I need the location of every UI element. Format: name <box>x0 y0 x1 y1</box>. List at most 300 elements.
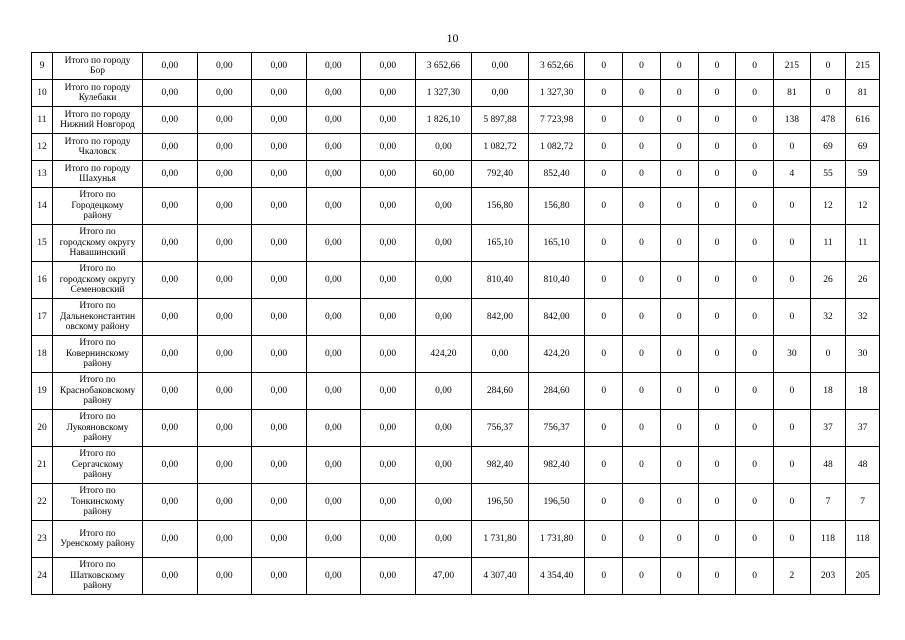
value-cell: 0,00 <box>252 299 307 336</box>
value-cell: 4 307,40 <box>472 558 529 595</box>
value-cell: 0 <box>774 134 811 161</box>
value-cell: 0 <box>660 188 698 225</box>
table-row <box>32 161 880 188</box>
value-cell: 26 <box>846 262 880 299</box>
value-cell: 0 <box>736 80 774 107</box>
territory-name-line: Итого по <box>79 264 116 275</box>
table-row <box>32 336 880 373</box>
value-cell: 0 <box>736 521 774 558</box>
value-cell: 156,80 <box>528 188 585 225</box>
value-cell: 1 731,80 <box>472 521 529 558</box>
value-cell: 0,00 <box>306 336 361 373</box>
value-cell: 0,00 <box>252 188 307 225</box>
value-cell: 478 <box>810 107 846 134</box>
value-cell: 0 <box>660 262 698 299</box>
value-cell: 842,00 <box>528 299 585 336</box>
value-cell: 0 <box>698 107 736 134</box>
value-cell: 842,00 <box>472 299 529 336</box>
territory-name-line: Дальнеконстантин <box>59 311 136 322</box>
territory-name-line: овскому району <box>65 322 130 333</box>
value-cell: 0,00 <box>415 134 472 161</box>
value-cell: 284,60 <box>528 373 585 410</box>
value-cell: 0 <box>623 558 661 595</box>
territory-name <box>52 336 142 373</box>
value-cell: 0 <box>736 107 774 134</box>
value-cell: 0 <box>736 484 774 521</box>
value-cell: 0 <box>623 447 661 484</box>
value-cell: 0,00 <box>361 299 416 336</box>
value-cell: 0 <box>736 53 774 80</box>
totals-table <box>31 52 880 595</box>
value-cell: 0 <box>698 447 736 484</box>
value-cell: 0,00 <box>306 188 361 225</box>
value-cell: 18 <box>810 373 846 410</box>
territory-name <box>52 134 142 161</box>
territory-name-line: району <box>83 581 112 592</box>
value-cell: 0,00 <box>361 447 416 484</box>
value-cell: 0 <box>585 161 623 188</box>
territory-name-line: Итого по <box>79 412 116 423</box>
value-cell: 0,00 <box>252 134 307 161</box>
value-cell: 12 <box>846 188 880 225</box>
value-cell: 32 <box>846 299 880 336</box>
value-cell: 0 <box>660 521 698 558</box>
value-cell: 1 731,80 <box>528 521 585 558</box>
value-cell: 0 <box>736 558 774 595</box>
value-cell: 0 <box>623 299 661 336</box>
value-cell: 0 <box>698 373 736 410</box>
value-cell: 69 <box>810 134 846 161</box>
value-cell: 0 <box>774 299 811 336</box>
value-cell: 0 <box>585 410 623 447</box>
value-cell: 0 <box>736 225 774 262</box>
value-cell: 0 <box>736 373 774 410</box>
value-cell: 0,00 <box>252 53 307 80</box>
value-cell: 60,00 <box>415 161 472 188</box>
territory-name-line: району <box>83 470 112 481</box>
value-cell: 0 <box>585 484 623 521</box>
value-cell: 0,00 <box>143 188 198 225</box>
value-cell: 0 <box>698 188 736 225</box>
value-cell: 0,00 <box>197 336 252 373</box>
value-cell: 0,00 <box>197 410 252 447</box>
value-cell: 0,00 <box>361 80 416 107</box>
territory-name-line: Итого по <box>79 528 116 539</box>
value-cell: 0 <box>736 299 774 336</box>
value-cell: 0 <box>810 80 846 107</box>
territory-name-line: району <box>83 359 112 370</box>
row-number: 11 <box>32 107 53 134</box>
territory-name-line: Итого по <box>79 338 116 349</box>
value-cell: 0 <box>623 521 661 558</box>
value-cell: 0 <box>660 484 698 521</box>
value-cell: 3 652,66 <box>415 53 472 80</box>
value-cell: 7 723,98 <box>528 107 585 134</box>
value-cell: 0,00 <box>306 410 361 447</box>
value-cell: 0 <box>623 161 661 188</box>
value-cell: 0 <box>774 447 811 484</box>
value-cell: 0,00 <box>252 521 307 558</box>
territory-name-line: Итого по <box>79 449 116 460</box>
value-cell: 0 <box>698 53 736 80</box>
territory-name <box>52 299 142 336</box>
value-cell: 284,60 <box>472 373 529 410</box>
value-cell: 165,10 <box>528 225 585 262</box>
territory-name-line: Итого по городу <box>64 82 131 93</box>
territory-name-line: Итого по городу <box>64 109 131 120</box>
table-row <box>32 410 880 447</box>
row-number: 10 <box>32 80 53 107</box>
territory-name <box>52 225 142 262</box>
value-cell: 81 <box>846 80 880 107</box>
value-cell: 0,00 <box>252 373 307 410</box>
value-cell: 0 <box>698 521 736 558</box>
value-cell: 4 <box>774 161 811 188</box>
value-cell: 0,00 <box>143 521 198 558</box>
value-cell: 810,40 <box>472 262 529 299</box>
value-cell: 138 <box>774 107 811 134</box>
table-row <box>32 107 880 134</box>
value-cell: 0 <box>660 134 698 161</box>
value-cell: 12 <box>810 188 846 225</box>
value-cell: 0 <box>623 373 661 410</box>
value-cell: 0,00 <box>197 521 252 558</box>
value-cell: 1 826,10 <box>415 107 472 134</box>
territory-name-line: Нижний Новгород <box>60 120 135 130</box>
value-cell: 0,00 <box>306 53 361 80</box>
territory-name <box>52 373 142 410</box>
value-cell: 37 <box>846 410 880 447</box>
territory-name-line: Шатковскому <box>70 570 125 581</box>
row-number: 17 <box>32 299 53 336</box>
territory-name <box>52 410 142 447</box>
value-cell: 0,00 <box>361 225 416 262</box>
value-cell: 165,10 <box>472 225 529 262</box>
value-cell: 0,00 <box>143 336 198 373</box>
value-cell: 0 <box>660 225 698 262</box>
value-cell: 0 <box>736 161 774 188</box>
value-cell: 215 <box>774 53 811 80</box>
value-cell: 0 <box>736 134 774 161</box>
territory-name-line: Бор <box>90 66 105 76</box>
value-cell: 0,00 <box>252 161 307 188</box>
value-cell: 0,00 <box>143 80 198 107</box>
value-cell: 0,00 <box>143 53 198 80</box>
value-cell: 0 <box>585 262 623 299</box>
value-cell: 0,00 <box>197 107 252 134</box>
value-cell: 0,00 <box>252 558 307 595</box>
value-cell: 196,50 <box>528 484 585 521</box>
row-number: 19 <box>32 373 53 410</box>
territory-name <box>52 262 142 299</box>
value-cell: 0,00 <box>415 410 472 447</box>
row-number: 13 <box>32 161 53 188</box>
table-row <box>32 521 880 558</box>
table-row <box>32 299 880 336</box>
value-cell: 0,00 <box>252 410 307 447</box>
value-cell: 156,80 <box>472 188 529 225</box>
value-cell: 0,00 <box>306 107 361 134</box>
value-cell: 424,20 <box>415 336 472 373</box>
value-cell: 0 <box>698 336 736 373</box>
table-row <box>32 558 880 595</box>
value-cell: 0 <box>736 336 774 373</box>
territory-name-line: району <box>83 507 112 518</box>
territory-name <box>52 521 142 558</box>
value-cell: 0,00 <box>472 53 529 80</box>
value-cell: 0,00 <box>472 80 529 107</box>
value-cell: 203 <box>810 558 846 595</box>
value-cell: 11 <box>846 225 880 262</box>
value-cell: 0,00 <box>197 225 252 262</box>
value-cell: 0 <box>660 336 698 373</box>
value-cell: 0,00 <box>306 521 361 558</box>
table-row <box>32 53 880 80</box>
value-cell: 0 <box>660 410 698 447</box>
value-cell: 616 <box>846 107 880 134</box>
value-cell: 0 <box>774 262 811 299</box>
value-cell: 0,00 <box>361 188 416 225</box>
value-cell: 0,00 <box>143 107 198 134</box>
row-number: 22 <box>32 484 53 521</box>
value-cell: 756,37 <box>472 410 529 447</box>
value-cell: 0 <box>660 53 698 80</box>
value-cell: 0,00 <box>143 410 198 447</box>
value-cell: 0 <box>698 299 736 336</box>
value-cell: 0,00 <box>415 484 472 521</box>
value-cell: 0 <box>623 410 661 447</box>
value-cell: 0,00 <box>143 558 198 595</box>
value-cell: 0,00 <box>415 521 472 558</box>
value-cell: 47,00 <box>415 558 472 595</box>
value-cell: 0,00 <box>197 558 252 595</box>
territory-name-line: Итого по <box>79 486 116 497</box>
value-cell: 0 <box>736 262 774 299</box>
value-cell: 982,40 <box>472 447 529 484</box>
value-cell: 0 <box>660 558 698 595</box>
value-cell: 118 <box>846 521 880 558</box>
value-cell: 30 <box>774 336 811 373</box>
value-cell: 0 <box>774 188 811 225</box>
table-row <box>32 188 880 225</box>
value-cell: 48 <box>846 447 880 484</box>
value-cell: 0,00 <box>252 225 307 262</box>
table-row <box>32 225 880 262</box>
value-cell: 1 082,72 <box>472 134 529 161</box>
value-cell: 0,00 <box>361 161 416 188</box>
value-cell: 0,00 <box>415 447 472 484</box>
value-cell: 30 <box>846 336 880 373</box>
territory-name-line: Итого по <box>79 227 116 238</box>
value-cell: 59 <box>846 161 880 188</box>
territory-name-line: Чкаловск <box>78 147 117 157</box>
territory-name <box>52 53 142 80</box>
value-cell: 0 <box>585 336 623 373</box>
territory-name-line: Тонкинскому <box>70 496 125 507</box>
table-row <box>32 80 880 107</box>
value-cell: 0 <box>774 225 811 262</box>
value-cell: 0,00 <box>361 107 416 134</box>
value-cell: 0 <box>585 53 623 80</box>
territory-name-line: району <box>83 433 112 444</box>
value-cell: 0 <box>585 107 623 134</box>
value-cell: 982,40 <box>528 447 585 484</box>
value-cell: 0,00 <box>197 188 252 225</box>
value-cell: 0,00 <box>306 262 361 299</box>
value-cell: 0,00 <box>361 262 416 299</box>
table-row <box>32 484 880 521</box>
value-cell: 11 <box>810 225 846 262</box>
value-cell: 0 <box>774 484 811 521</box>
value-cell: 0,00 <box>197 161 252 188</box>
territory-name-line: Итого по <box>79 375 116 386</box>
value-cell: 69 <box>846 134 880 161</box>
table-body <box>32 53 880 595</box>
value-cell: 0 <box>623 188 661 225</box>
value-cell: 0 <box>736 410 774 447</box>
value-cell: 4 354,40 <box>528 558 585 595</box>
territory-name-line: Лукояновскому <box>66 422 129 433</box>
table-row <box>32 447 880 484</box>
value-cell: 0,00 <box>361 410 416 447</box>
territory-name <box>52 447 142 484</box>
territory-name-line: Шахунья <box>79 174 116 184</box>
value-cell: 0 <box>698 161 736 188</box>
table-row <box>32 134 880 161</box>
territory-name-line: Итого по городу <box>64 136 131 147</box>
value-cell: 0,00 <box>197 80 252 107</box>
value-cell: 196,50 <box>472 484 529 521</box>
value-cell: 7 <box>810 484 846 521</box>
territory-name-line: Кулебаки <box>78 93 117 103</box>
value-cell: 215 <box>846 53 880 80</box>
value-cell: 2 <box>774 558 811 595</box>
territory-name-line: Уренскому району <box>60 539 135 549</box>
value-cell: 0,00 <box>252 262 307 299</box>
value-cell: 0,00 <box>143 447 198 484</box>
value-cell: 32 <box>810 299 846 336</box>
row-number: 18 <box>32 336 53 373</box>
value-cell: 5 897,88 <box>472 107 529 134</box>
value-cell: 0 <box>585 188 623 225</box>
value-cell: 0,00 <box>252 107 307 134</box>
territory-name-line: Сергачскому <box>71 459 124 470</box>
value-cell: 1 327,30 <box>528 80 585 107</box>
value-cell: 0,00 <box>306 161 361 188</box>
value-cell: 0 <box>660 107 698 134</box>
page-number: 10 <box>446 31 459 45</box>
value-cell: 0,00 <box>361 336 416 373</box>
territory-name-line: Итого по городу <box>64 55 131 66</box>
value-cell: 0 <box>698 225 736 262</box>
value-cell: 0 <box>585 521 623 558</box>
row-number: 21 <box>32 447 53 484</box>
value-cell: 0 <box>698 262 736 299</box>
value-cell: 0,00 <box>143 134 198 161</box>
value-cell: 0,00 <box>143 262 198 299</box>
value-cell: 0 <box>585 134 623 161</box>
row-number: 14 <box>32 188 53 225</box>
value-cell: 0,00 <box>197 134 252 161</box>
value-cell: 0 <box>585 558 623 595</box>
row-number: 23 <box>32 521 53 558</box>
value-cell: 0,00 <box>143 161 198 188</box>
value-cell: 0 <box>660 447 698 484</box>
value-cell: 0,00 <box>252 80 307 107</box>
value-cell: 0,00 <box>306 134 361 161</box>
value-cell: 0,00 <box>306 225 361 262</box>
territory-name-line: Ковернинскому <box>66 348 129 359</box>
territory-name-line: Итого по <box>79 301 116 312</box>
value-cell: 37 <box>810 410 846 447</box>
value-cell: 0,00 <box>252 484 307 521</box>
value-cell: 0 <box>623 134 661 161</box>
row-number: 15 <box>32 225 53 262</box>
value-cell: 0 <box>698 484 736 521</box>
value-cell: 0 <box>774 373 811 410</box>
value-cell: 0,00 <box>306 373 361 410</box>
territory-name <box>52 558 142 595</box>
value-cell: 0,00 <box>143 484 198 521</box>
value-cell: 0 <box>623 107 661 134</box>
value-cell: 0,00 <box>252 336 307 373</box>
value-cell: 0 <box>660 161 698 188</box>
value-cell: 0 <box>585 447 623 484</box>
value-cell: 0,00 <box>361 484 416 521</box>
value-cell: 0,00 <box>197 299 252 336</box>
value-cell: 0,00 <box>197 262 252 299</box>
value-cell: 792,40 <box>472 161 529 188</box>
value-cell: 0,00 <box>252 447 307 484</box>
territory-name <box>52 107 142 134</box>
value-cell: 0 <box>585 225 623 262</box>
value-cell: 0,00 <box>361 558 416 595</box>
value-cell: 0,00 <box>306 484 361 521</box>
value-cell: 0 <box>660 80 698 107</box>
value-cell: 7 <box>846 484 880 521</box>
value-cell: 3 652,66 <box>528 53 585 80</box>
value-cell: 424,20 <box>528 336 585 373</box>
value-cell: 0,00 <box>306 558 361 595</box>
value-cell: 0 <box>698 80 736 107</box>
value-cell: 756,37 <box>528 410 585 447</box>
value-cell: 0,00 <box>306 299 361 336</box>
value-cell: 810,40 <box>528 262 585 299</box>
value-cell: 0,00 <box>197 53 252 80</box>
value-cell: 0 <box>623 336 661 373</box>
value-cell: 0,00 <box>415 225 472 262</box>
value-cell: 0 <box>623 262 661 299</box>
value-cell: 0 <box>585 373 623 410</box>
territory-name <box>52 80 142 107</box>
territory-name <box>52 484 142 521</box>
territory-name-line: Городецкому <box>71 200 124 211</box>
value-cell: 0 <box>810 53 846 80</box>
value-cell: 55 <box>810 161 846 188</box>
value-cell: 0 <box>810 336 846 373</box>
value-cell: 0 <box>623 80 661 107</box>
value-cell: 0,00 <box>415 262 472 299</box>
territory-name-line: району <box>83 211 112 222</box>
value-cell: 0,00 <box>415 188 472 225</box>
value-cell: 118 <box>810 521 846 558</box>
territory-name-line: району <box>83 396 112 407</box>
value-cell: 1 082,72 <box>528 134 585 161</box>
value-cell: 0 <box>623 53 661 80</box>
value-cell: 205 <box>846 558 880 595</box>
value-cell: 0 <box>660 299 698 336</box>
value-cell: 0,00 <box>143 299 198 336</box>
